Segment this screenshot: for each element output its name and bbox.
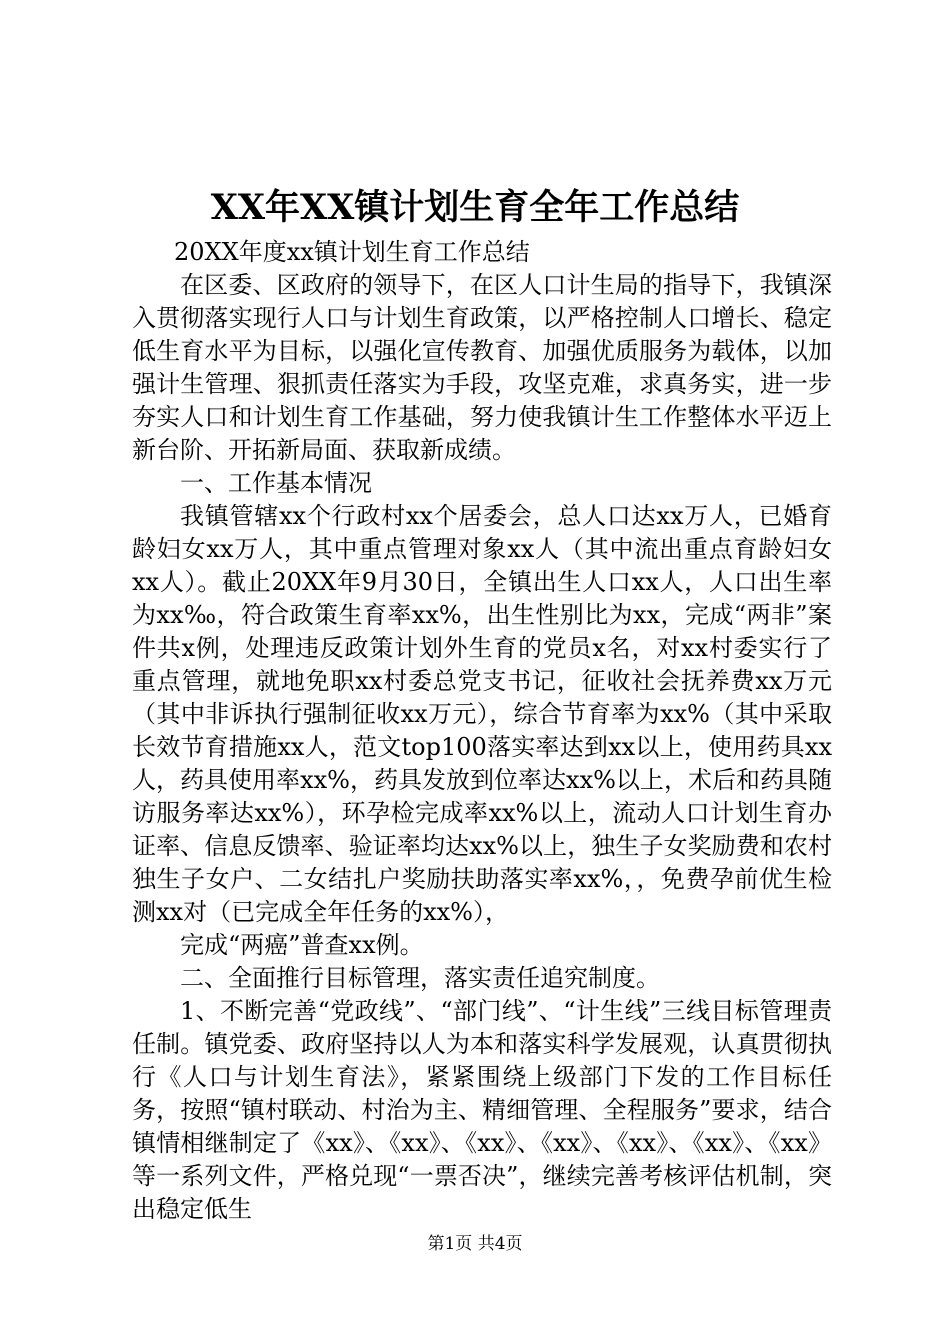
paragraph-intro: 在区委、区政府的领导下，在区人口计生局的指导下，我镇深入贯彻落实现行人口与计划生育政策，以严格控制人口增长、稳定低生育水平为目标，以强化宣传教育、加强优质服务为载体，以加强计生管理、狠抓责任落实为手段，攻坚克难，求真务实，进一步夯实人口和计划生育工作基础，努力使我镇计生工作整体水平迈上新台阶、开拓新局面、获取新成绩。: [132, 271, 832, 464]
page-footer: 第1页 共4页: [427, 1234, 523, 1254]
document-title: XX年XX镇计划生育全年工作总结: [210, 187, 740, 228]
paragraph-basic-situation: 我镇管辖xx个行政村xx个居委会，总人口达xx万人，已婚育龄妇女xx万人，其中重点管理对象xx人（其中流出重点育龄妇女xx人）。截止20XX年9月30日，全镇出生人口xx人，人口出生率为xx‰，符合政策生育率xx%，出生性别比为xx，完成“两非”案件共x例，处理违反政策计划外生育的党员x名，对xx村委实行了重点管理，就地免职xx村委总党支书记，征收社会抚养费xx万元（其中非诉执行强制征收xx万元），综合节育率为xx%（其中采取长效节育措施xx人，范文top100落实率达到xx以上，使用药具xx人，药具使用率xx%，药具发放到位率达xx%以上，术后和药具随访服务率达xx%），环孕检完成率xx%以上，流动人口计划生育办证率、信息反馈率、验证率均达xx%以上，独生子女奖励费和农村独生子女户、二女结扎户奖励扶助落实率xx%，，免费孕前优生检测xx对（已完成全年任务的xx%），: [132, 502, 832, 926]
paragraph-cancer-screening: 完成“两癌”普查xx例。: [180, 931, 424, 959]
section-heading-2: 二、全面推行目标管理，落实责任追究制度。: [180, 964, 660, 992]
paragraph-target-management: 1、不断完善“党政线”、“部门线”、“计生线”三线目标管理责任制。镇党委、政府坚持以人为本和落实科学发展观，认真贯彻执行《人口与计划生育法》，紧紧围绕上级部门下发的工作目标任务，按照“镇村联动、村治为主、精细管理、全程服务”要求，结合镇情相继制定了《xx》、《xx》、《xx》、《xx》、《xx》、《xx》、《xx》等一系列文件，严格兑现“一票否决”，继续完善考核评估机制，突出稳定低生: [132, 997, 832, 1223]
document-subtitle: 20XX年度xx镇计划生育工作总结: [174, 238, 530, 266]
document-body: [132, 236, 832, 1226]
section-heading-1: 一、工作基本情况: [180, 469, 372, 497]
